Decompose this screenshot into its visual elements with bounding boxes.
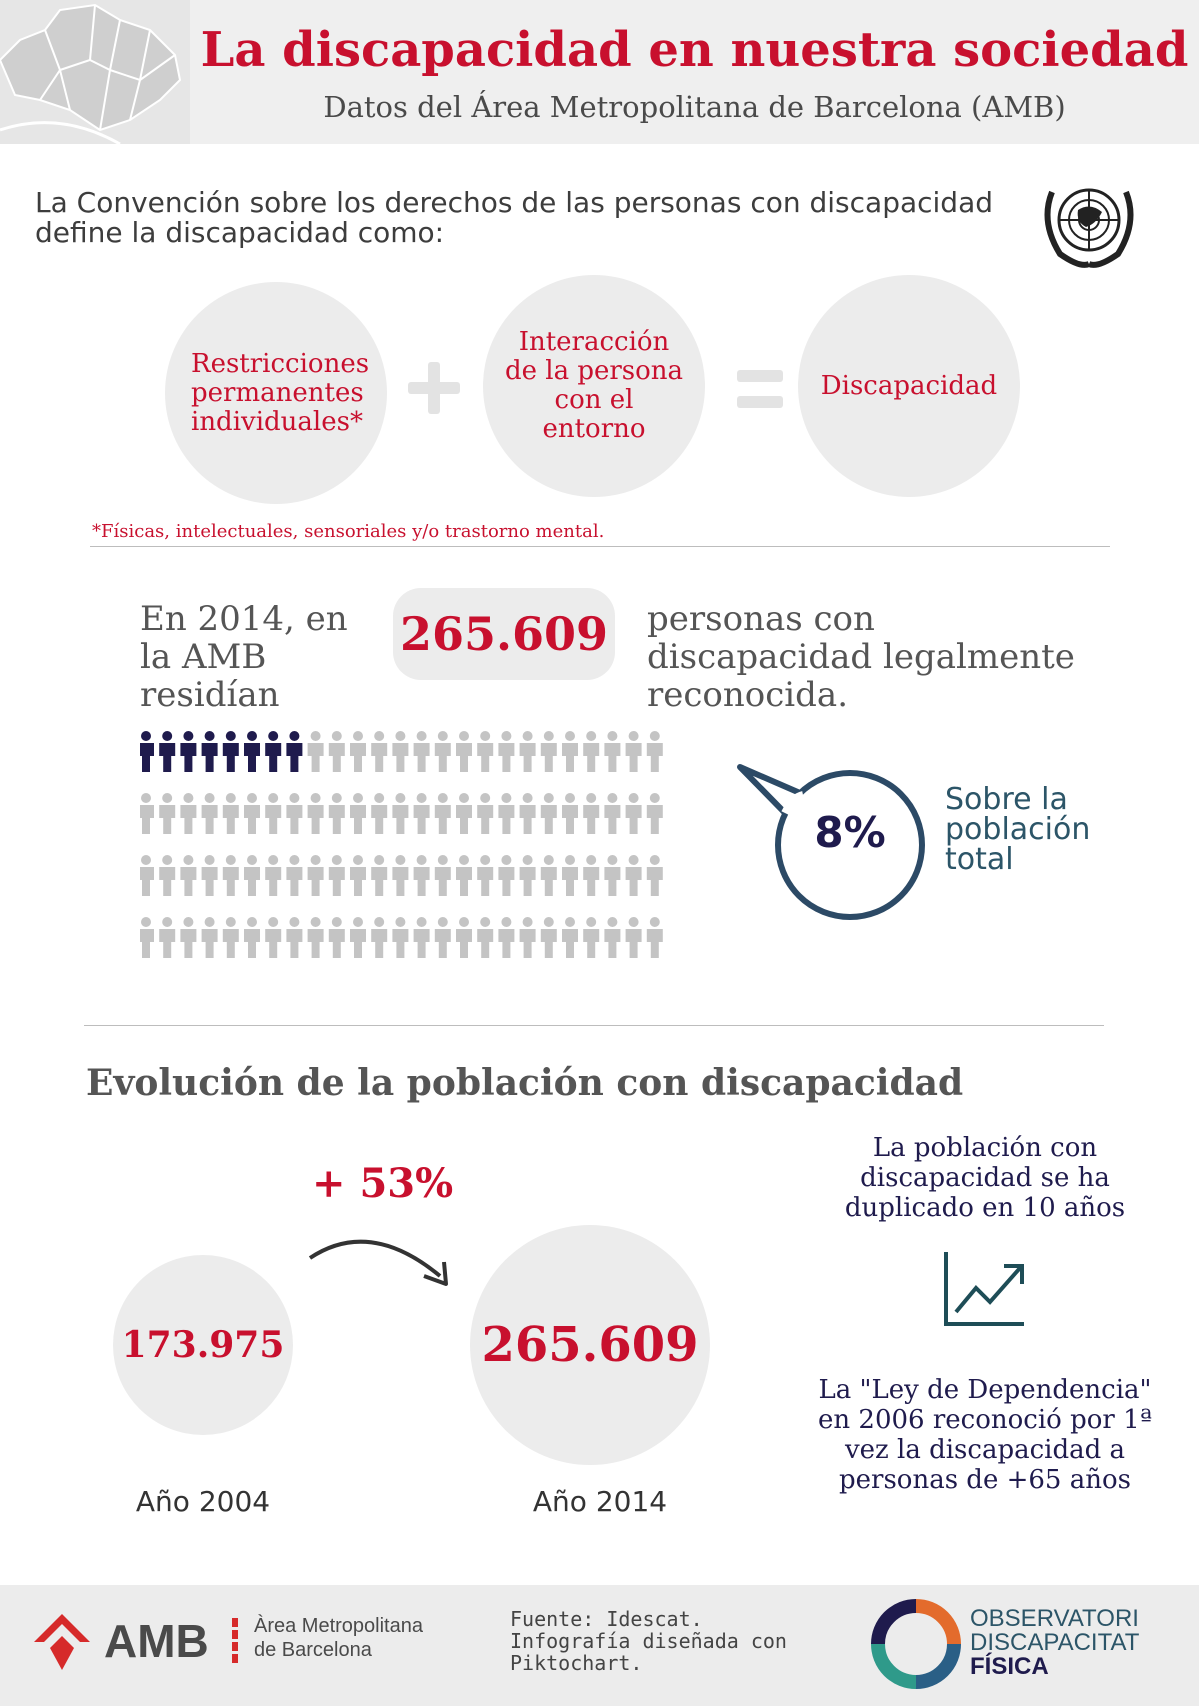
person-icon	[541, 855, 557, 896]
person-icon	[435, 731, 451, 772]
plus-icon	[408, 362, 460, 414]
person-icon	[329, 917, 345, 958]
person-icon	[308, 917, 324, 958]
doubling-note: La población con discapacidad se ha duplicado en 10 años	[844, 1133, 1126, 1223]
person-icon	[223, 793, 239, 834]
person-icon	[647, 855, 663, 896]
source-credit: Fuente: Idescat. Infografía diseñada con Piktochart.	[510, 1607, 787, 1675]
person-icon	[329, 855, 345, 896]
person-icon	[520, 855, 536, 896]
person-icon-highlighted	[244, 731, 260, 772]
stat-value-badge	[393, 588, 615, 680]
people-pictogram	[140, 730, 680, 980]
year-label-2014: Año 2014	[532, 1485, 668, 1518]
person-icon	[371, 731, 387, 772]
person-icon	[159, 855, 175, 896]
person-icon	[244, 793, 260, 834]
circle-2014	[470, 1225, 710, 1465]
person-icon	[265, 793, 281, 834]
observatori-logo-icon	[870, 1598, 962, 1690]
person-icon	[202, 793, 218, 834]
person-icon	[541, 793, 557, 834]
person-icon	[159, 793, 175, 834]
person-icon	[244, 855, 260, 896]
person-icon	[498, 855, 514, 896]
equals-icon	[737, 370, 783, 408]
amb-name-line2: de Barcelona	[254, 1639, 372, 1661]
person-icon	[583, 917, 599, 958]
person-icon	[583, 731, 599, 772]
person-icon	[520, 793, 536, 834]
person-icon	[350, 855, 366, 896]
circle-discapacidad	[798, 275, 1020, 497]
person-icon	[456, 731, 472, 772]
person-icon	[140, 793, 154, 834]
obs-line2: DISCAPACITAT	[970, 1629, 1140, 1656]
person-icon	[626, 917, 642, 958]
person-icon	[329, 793, 345, 834]
year-label-2004: Año 2004	[135, 1485, 271, 1518]
page-subtitle: Datos del Área Metropolitana de Barcelona (AMB)	[323, 90, 1066, 124]
convention-intro: La Convención sobre los derechos de las personas con discapacidad define la discapacidad como:	[35, 186, 994, 249]
person-icon	[392, 855, 408, 896]
person-icon	[562, 855, 578, 896]
metropolitan-map-image	[0, 0, 190, 144]
person-icon	[350, 917, 366, 958]
observatori-wordmark	[970, 1607, 1139, 1679]
person-icon	[286, 855, 302, 896]
person-icon	[647, 917, 663, 958]
person-icon	[604, 917, 620, 958]
person-icon	[140, 917, 154, 958]
person-icon	[435, 793, 451, 834]
circle-restricciones	[165, 282, 387, 504]
person-icon	[435, 917, 451, 958]
page-title: La discapacidad en nuestra sociedad	[200, 22, 1189, 78]
amb-logo-icon	[32, 1612, 92, 1672]
person-icon	[414, 793, 430, 834]
value-2014: 265.609	[481, 1316, 699, 1373]
person-icon	[477, 731, 493, 772]
amb-name-line1: Àrea Metropolitana	[254, 1615, 423, 1637]
amb-full-name	[254, 1614, 454, 1662]
amb-divider	[232, 1618, 238, 1664]
person-icon	[647, 793, 663, 834]
dependency-law-note: La "Ley de Dependencia" en 2006 reconoció por 1ª vez la discapacidad a personas de +65 años	[818, 1375, 1152, 1495]
person-icon-highlighted	[265, 731, 281, 772]
person-icon	[414, 855, 430, 896]
circle-2004	[113, 1255, 293, 1435]
person-icon	[350, 731, 366, 772]
person-icon	[456, 917, 472, 958]
person-icon	[414, 917, 430, 958]
person-icon	[414, 731, 430, 772]
person-icon	[604, 855, 620, 896]
trend-chart-icon	[940, 1250, 1030, 1330]
person-icon	[329, 731, 345, 772]
person-icon-highlighted	[140, 731, 154, 772]
person-icon	[541, 917, 557, 958]
person-icon	[562, 731, 578, 772]
person-icon	[626, 855, 642, 896]
obs-line3: FÍSICA	[970, 1653, 1049, 1680]
person-icon-highlighted	[180, 731, 196, 772]
person-icon	[223, 917, 239, 958]
divider	[90, 546, 1110, 547]
person-icon	[180, 917, 196, 958]
person-icon	[583, 793, 599, 834]
person-icon	[223, 855, 239, 896]
person-icon	[562, 917, 578, 958]
person-icon	[350, 793, 366, 834]
person-icon	[498, 793, 514, 834]
person-icon	[604, 731, 620, 772]
circle-interaccion	[483, 275, 705, 497]
person-icon	[626, 731, 642, 772]
person-icon	[265, 917, 281, 958]
person-icon	[435, 855, 451, 896]
person-icon	[244, 917, 260, 958]
person-icon	[202, 917, 218, 958]
person-icon-highlighted	[286, 731, 302, 772]
person-icon	[392, 731, 408, 772]
stat-intro-text: En 2014, en la AMB residían	[140, 599, 348, 715]
person-icon	[477, 917, 493, 958]
percent-value: 8%	[814, 808, 886, 857]
person-icon	[477, 855, 493, 896]
person-icon	[626, 793, 642, 834]
person-icon	[286, 917, 302, 958]
person-icon	[456, 793, 472, 834]
stat-description: personas con discapacidad legalmente reconocida.	[647, 599, 1075, 715]
person-icon	[180, 793, 196, 834]
growth-percent: + 53%	[312, 1160, 454, 1207]
person-icon	[392, 793, 408, 834]
person-icon	[498, 917, 514, 958]
person-icon	[308, 855, 324, 896]
person-icon	[498, 731, 514, 772]
person-icon	[477, 793, 493, 834]
person-icon	[180, 855, 196, 896]
person-icon	[456, 855, 472, 896]
evolution-title: Evolución de la población con discapacidad	[86, 1062, 964, 1104]
person-icon	[520, 917, 536, 958]
percent-note: Sobre la población total	[945, 782, 1091, 877]
obs-line1: OBSERVATORI	[970, 1605, 1139, 1632]
person-icon	[371, 793, 387, 834]
person-icon	[308, 731, 324, 772]
definition-footnote: *Físicas, intelectuales, sensoriales y/o trastorno mental.	[92, 521, 605, 542]
person-icon	[140, 855, 154, 896]
person-icon	[159, 917, 175, 958]
person-icon	[371, 917, 387, 958]
person-icon-highlighted	[223, 731, 239, 772]
circle-interaccion-label: Interacción de la persona con el entorno	[504, 327, 684, 444]
person-icon	[562, 793, 578, 834]
person-icon	[286, 793, 302, 834]
circle-restricciones-label: Restricciones permanentes individuales*	[191, 348, 370, 437]
person-icon	[265, 855, 281, 896]
person-icon	[583, 855, 599, 896]
person-icon-highlighted	[202, 731, 218, 772]
person-icon	[520, 731, 536, 772]
value-2004: 173.975	[121, 1323, 285, 1366]
divider	[84, 1025, 1104, 1026]
person-icon	[604, 793, 620, 834]
stat-value: 265.609	[399, 607, 609, 661]
circle-discapacidad-label: Discapacidad	[820, 370, 998, 401]
united-nations-emblem-icon	[1030, 172, 1148, 272]
amb-wordmark: AMB	[104, 1615, 209, 1667]
person-icon	[392, 917, 408, 958]
person-icon	[308, 793, 324, 834]
person-icon	[541, 731, 557, 772]
person-icon	[202, 855, 218, 896]
curved-arrow-icon	[300, 1228, 460, 1290]
person-icon-highlighted	[159, 731, 175, 772]
person-icon	[647, 731, 663, 772]
person-icon	[371, 855, 387, 896]
